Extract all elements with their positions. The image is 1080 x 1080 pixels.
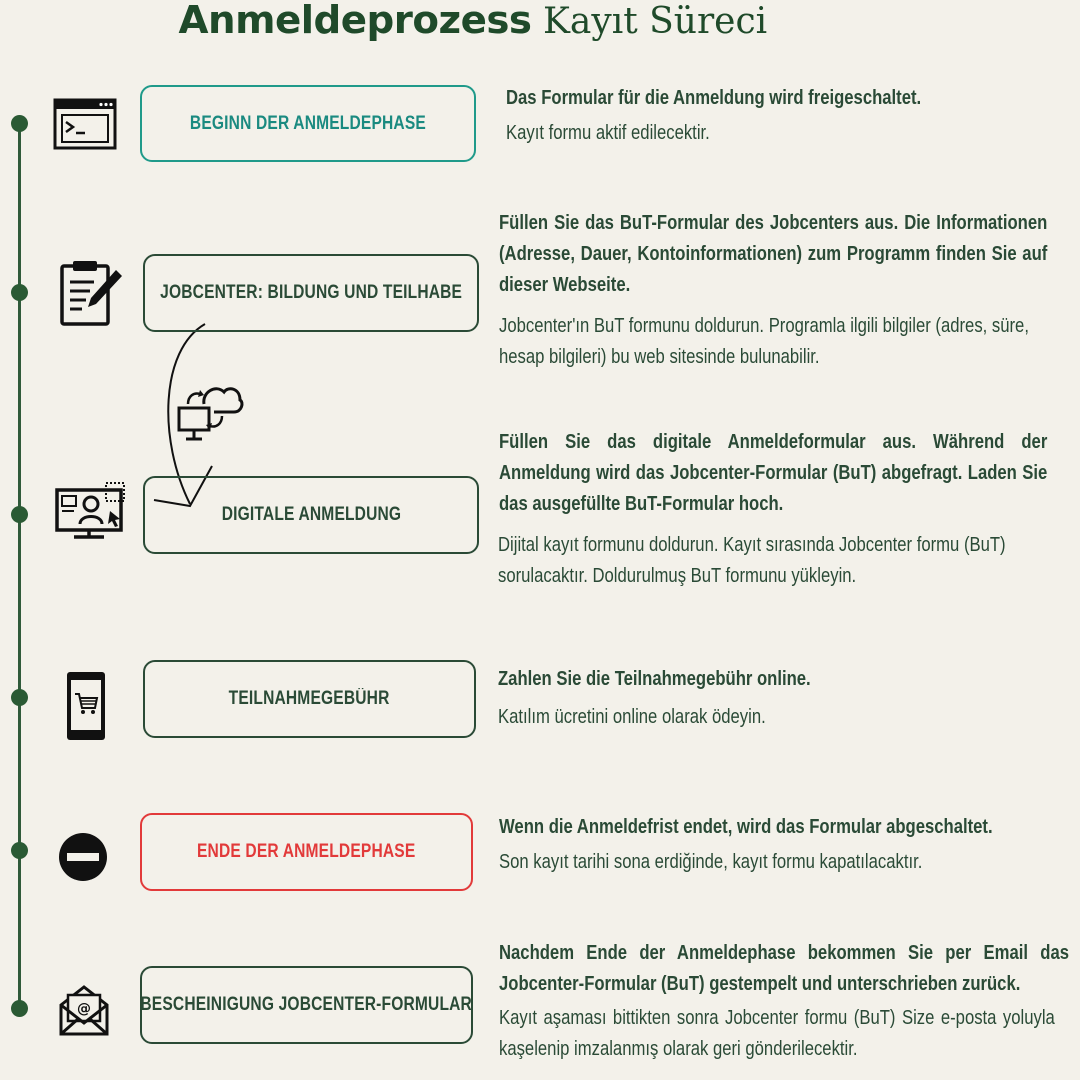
step-box-bescheinigung xyxy=(140,966,473,1044)
step-text-tr: Kayıt formu aktif edilecektir. xyxy=(506,122,710,144)
step-box-teilnahmegebuehr xyxy=(143,660,476,738)
step-label: JOBCENTER: BILDUNG UND TEILHABE xyxy=(160,282,462,303)
step-label: TEILNAHMEGEBÜHR xyxy=(229,688,390,709)
step-text-de: Das Formular für die Anmeldung wird freigeschaltet. xyxy=(506,87,922,109)
step-label: BESCHEINIGUNG JOBCENTER-FORMULAR xyxy=(140,994,473,1015)
step-label: ENDE DER ANMELDEPHASE xyxy=(197,841,416,862)
step-box-digitale-anmeldung xyxy=(143,476,479,554)
step-label: BEGINN DER ANMELDEPHASE xyxy=(189,112,427,134)
step-box-jobcenter xyxy=(143,254,479,332)
timeline-dot xyxy=(11,284,28,301)
svg-text:@: @ xyxy=(77,1001,91,1017)
page-title-tr: Kayıt Süreci xyxy=(543,1,768,42)
step-text-de: Zahlen Sie die Teilnahmegebühr online. xyxy=(498,668,811,690)
timeline-dot xyxy=(11,115,28,132)
no-entry-icon xyxy=(58,832,108,882)
step-text-de: Füllen Sie das BuT-Formular des Jobcenters aus. Die Informationen (Adresse, Dauer, Kontoinformationen) zum Programm finden Sie auf dieser Webseite. xyxy=(499,212,1048,296)
step-text-tr: Kayıt aşaması bittikten sonra Jobcenter formu (BuT) Size e-posta yoluyla kaşelenip imzalanmış olarak geri gönderilecektir. xyxy=(499,1007,1055,1060)
step-box-beginn xyxy=(140,85,476,162)
timeline-dot xyxy=(11,689,28,706)
step-text-tr: Son kayıt tarihi sona erdiğinde, kayıt formu kapatılacaktır. xyxy=(499,851,923,873)
step-text-tr: Jobcenter'ın BuT formunu doldurun. Programla ilgili bilgiler (adres, süre, hesap bilgileri) bu web sitesinde bulunabilir. xyxy=(499,315,1029,368)
timeline-line xyxy=(18,123,21,1011)
step-text-de: Füllen Sie das digitale Anmeldeformular aus. Während der Anmeldung wird das Jobcenter-Formular (BuT) abgefragt. Laden Sie das ausgefüllte BuT-Formular hoch. xyxy=(499,431,1048,515)
mobile-shopping-cart-icon xyxy=(65,670,107,742)
step-text-de: Nachdem Ende der Anmeldephase bekommen Sie per Email das Jobcenter-Formular (BuT) gestempelt und unterschrieben zurück. xyxy=(499,942,1069,995)
online-registration-icon xyxy=(54,481,128,541)
timeline-dot xyxy=(11,842,28,859)
step-box-ende xyxy=(140,813,473,891)
timeline-dot xyxy=(11,1000,28,1017)
email-envelope-icon xyxy=(58,983,110,1037)
step-text-de: Wenn die Anmeldefrist endet, wird das Formular abgeschaltet. xyxy=(499,816,993,838)
step-label: DIGITALE ANMELDUNG xyxy=(221,504,401,525)
step-text-tr: Katılım ücretini online olarak ödeyin. xyxy=(498,706,766,728)
page-header xyxy=(0,0,1080,52)
timeline-dot xyxy=(11,506,28,523)
page-title-de: Anmeldeprozess xyxy=(178,0,532,42)
step-text-tr: Dijital kayıt formunu doldurun. Kayıt sırasında Jobcenter formu (BuT) sorulacaktır. Doldurulmuş BuT formunu yükleyin. xyxy=(498,534,1006,587)
clipboard-edit-icon xyxy=(58,258,126,328)
terminal-window-icon xyxy=(53,98,117,150)
